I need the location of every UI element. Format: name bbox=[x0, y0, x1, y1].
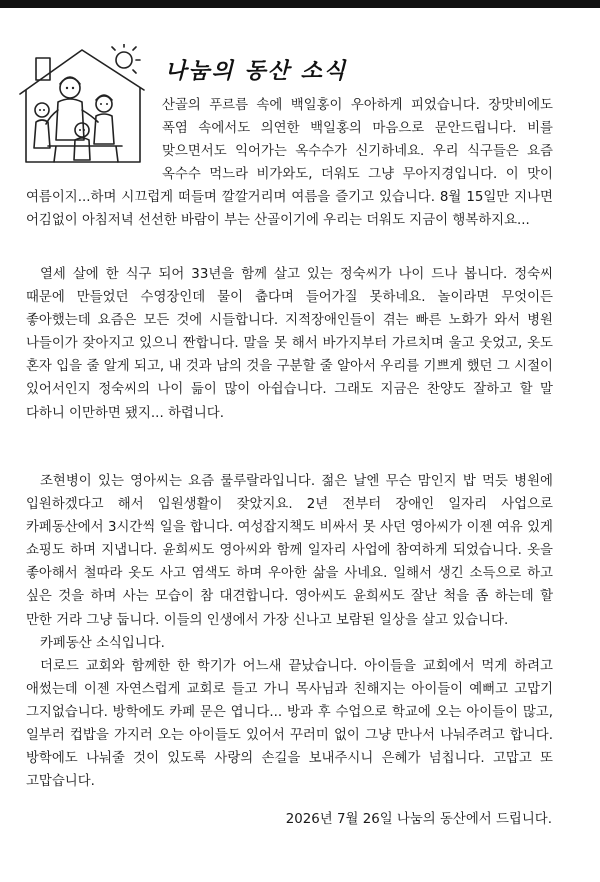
paragraph-greeting-text: 산골의 푸르름 속에 백일홍이 우아하게 피었습니다. 장맛비에도 폭염 속에서도 의연한 백일홍의 마음으로 문안드립니다. 비를 맞으면서도 익어가는 옥수수가 신기하네요. 우리 식구들은 요즘 옥수수 먹느라 비가와도, 더워도 그냥 무아지경입니다. 이 맛이 여름이지...하며 시끄럽게 떠들며 깔깔거리며 여름을 즐기고 있습니다. 8월 15일만 지나면 어김없이 아침저녁 선선한 바람이 부는 산골이기에 우리는 더워도 지금이 행복하지요... bbox=[26, 98, 553, 229]
top-border bbox=[0, 0, 600, 8]
paragraph-jeongsuk: 열세 살에 한 식구 되어 33년을 함께 살고 있는 정숙씨가 나이 드나 봅니다. 정숙씨 때문에 만들었던 수영장인데 물이 춥다며 들어가질 못하네요. 놀이라면 무엇이든 좋아했는데 요즘은 모든 것에 시들합니다. 지적장애인들이 겪는 빠른 노화가 와서 병원 나들이가 잦아지고 있으니 짠합니다. 말을 못 해서 바가지부터 가르치며 울고 웃었고, 옷도 혼자 입을 줄 알게 되고, 내 것과 남의 것을 구분할 줄 알아서 우리를 기쁘게 했던 그 시절이 있어서인지 정숙씨의 나이 듦이 많이 아쉽습니다. 그래도 지금은 찬양도 잘하고 할 말 다하니 이만하면 됐지... 하렵니다. bbox=[26, 267, 553, 421]
paragraph-cafe-news: 더로드 교회와 함께한 한 학기가 어느새 끝났습니다. 아이들을 교회에서 먹게 하려고 애썼는데 이젠 자연스럽게 교회로 들고 가니 목사님과 친해지는 아이들이 예뻐고 고맙기 그지없습니다. 방학에도 카페 문은 엽니다... 방과 후 수업으로 학교에 오는 아이들이 많고, 일부러 컵밥을 가지러 오는 아이들도 있어서 꾸러미 없이 그냥 만나서 나눠주려고 합니다. 방학에도 나눠줄 것이 있도록 사랑의 손길을 보내주시니 은혜가 넘칩니다. 고맙고 또 고맙습니다. bbox=[26, 659, 553, 790]
paragraph-cafe-heading: 카페동산 소식입니다. bbox=[40, 636, 165, 651]
paragraph-greeting bbox=[26, 94, 553, 233]
illustration-spacer bbox=[26, 94, 162, 164]
paragraph-yeonga: 조현병이 있는 영아씨는 요즘 룰루랄라입니다. 젊은 날엔 무슨 맘인지 밥 먹듯 병원에 입원하겠다고 해서 입원생활이 잦았지요. 2년 전부터 장애인 일자리 사업으로 카페동산에서 3시간씩 일을 합니다. 여성잡지책도 비싸서 못 사던 영아씨가 이젠 여유 있게 쇼핑도 하며 지냅니다. 윤희씨도 영아씨와 함께 일자리 사업에 참여하게 되었습니다. 옷을 좋아해서 철따라 옷도 사고 염색도 하며 우아한 삶을 사네요. 일해서 생긴 소득으로 하고 싶은 것을 하며 사는 모습이 참 대견합니다. 영아씨도 윤희씨도 잘난 척을 좀 하는데 할 만한 거라 그냥 둡니다. 이들의 인생에서 가장 신나고 보람된 일상을 살고 있습니다. bbox=[26, 474, 553, 628]
signature-line: 2026년 7월 26일 나눔의 동산에서 드립니다. bbox=[285, 812, 552, 827]
newsletter-title: 나눔의 동산 소식 bbox=[165, 58, 348, 84]
